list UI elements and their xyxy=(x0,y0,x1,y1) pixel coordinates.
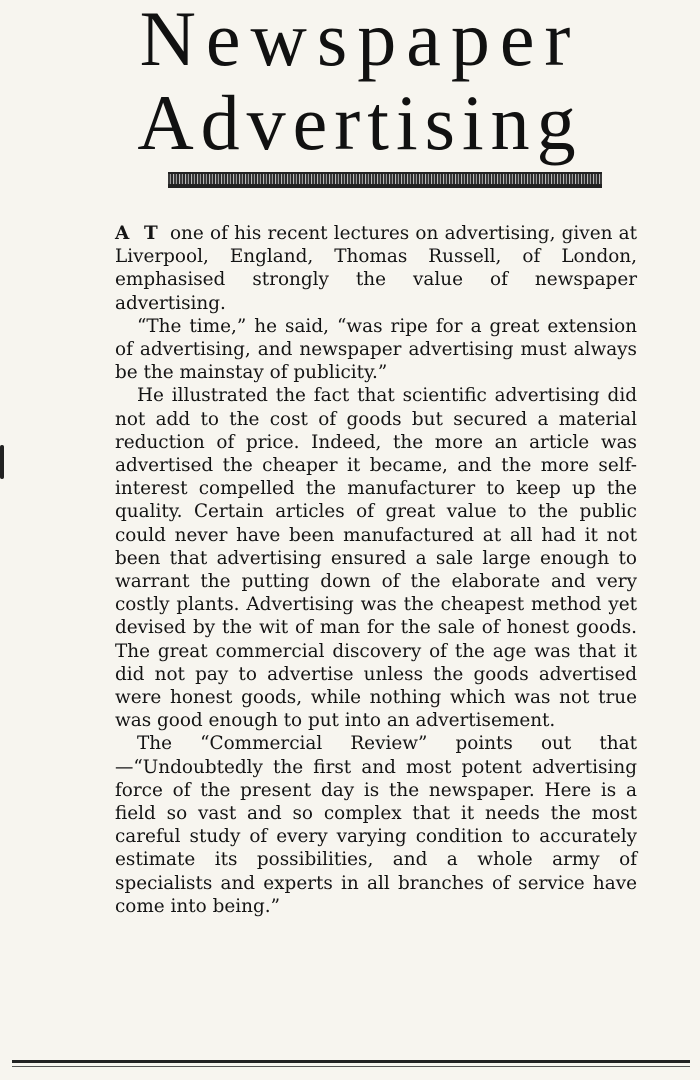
bottom-rule-thin xyxy=(12,1066,690,1067)
headline-rule-underline xyxy=(168,186,602,188)
article-paragraph-3: He illustrated the fact that scientific advertising did not add to the cost of goods but secured a material reduction of price. Indeed, the more an article was advertised the cheaper it became, and the more self-interest compelled the manufacturer to keep up the quality. Certain articles of great value to the public could never have been manufactured at all had it not been that advertising ensured a sale large enough to warrant the putting down of the elaborate and very costly plants. Advertising was the cheapest method yet devised by the wit of man for the sale of honest goods. The great commercial discovery of the age was that it did not pay to advertise unless the goods advertised were honest goods, while nothing which was not true was good enough to put into an advertisement. xyxy=(115,385,637,732)
paragraph-1-text: one of his recent lectures on advertising, given at Liverpool, England, Thomas Russell, of London, emphasised strongly the value of newspaper advertising. xyxy=(115,223,637,314)
article-body xyxy=(115,222,637,918)
bottom-rule xyxy=(12,1060,690,1063)
headline-rule xyxy=(168,172,602,186)
article-paragraph-2: “The time,” he said, “was ripe for a great extension of advertising, and newspaper advertising must always be the mainstay of publicity.” xyxy=(115,315,637,384)
dropcap: A T xyxy=(115,223,162,244)
article-paragraph-1 xyxy=(115,222,637,315)
edge-ink-mark xyxy=(0,445,4,479)
article-paragraph-4: The “Commercial Review” points out that—“Undoubtedly the first and most potent advertising force of the present day is the newspaper. Here is a field so vast and so complex that it needs the most careful study of every varying condition to accurately estimate its possibilities, and a whole army of specialists and experts in all branches of service have come into being.” xyxy=(115,733,637,917)
headline-line-1: Newspaper xyxy=(139,0,581,82)
headline-line-2: Advertising xyxy=(137,79,583,166)
